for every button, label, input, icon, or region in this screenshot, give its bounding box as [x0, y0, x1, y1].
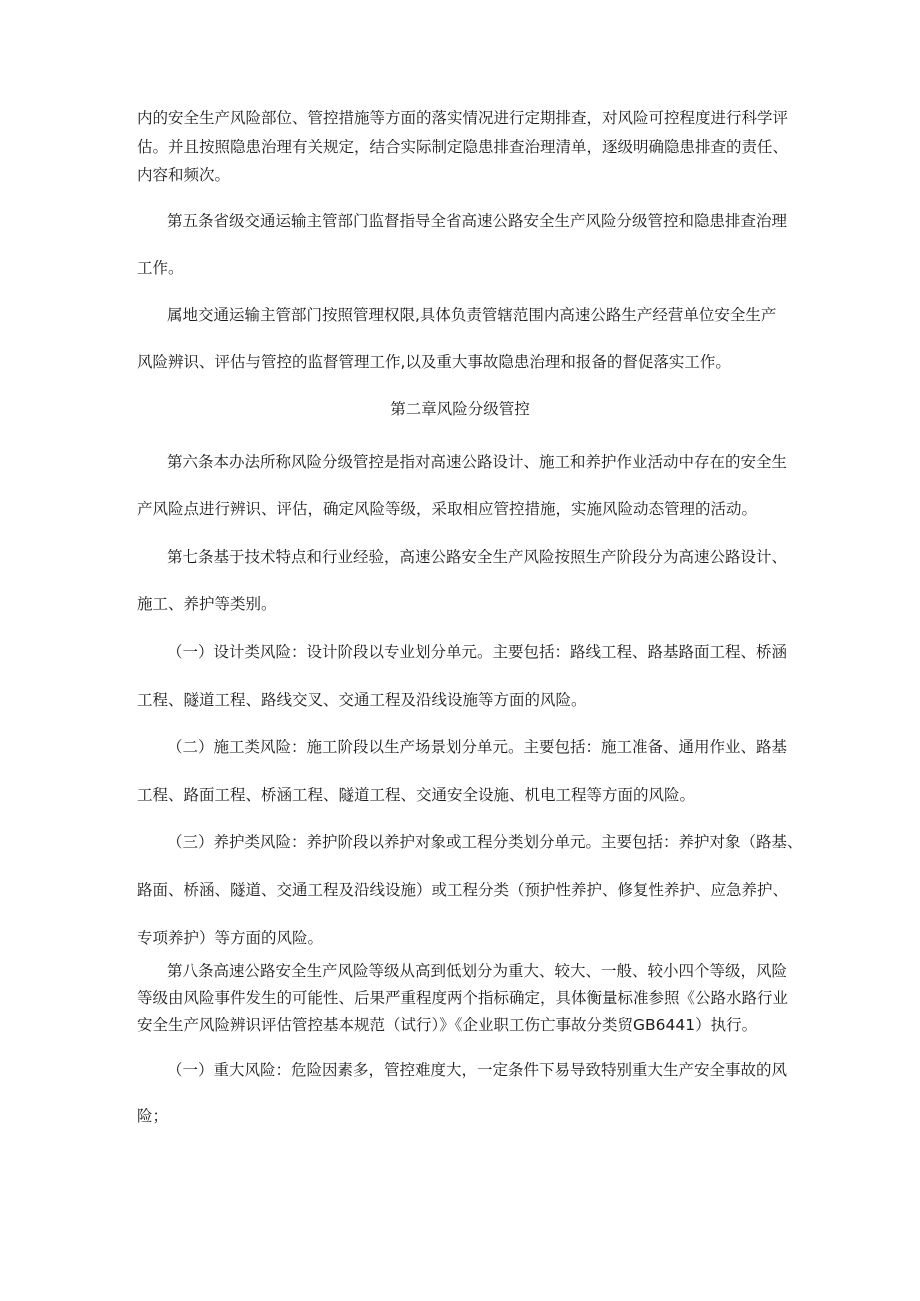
text-line-16: 工程、路面工程、桥涵工程、隧道工程、交通安全设施、机电工程等方面的风险。 [137, 786, 696, 804]
text-line-14: 工程、隧道工程、路线交叉、交通工程及沿线设施等方面的风险。 [137, 691, 587, 709]
text-line-4: 第五条省级交通运输主管部门监督指导全省高速公路安全生产风险分级管控和隐患排查治理 [167, 212, 788, 230]
text-line-13: （一）设计类风险：设计阶段以专业划分单元。主要包括：路线工程、路基路面工程、桥涵 [167, 643, 788, 661]
text-line-20: 第八条高速公路安全生产风险等级从高到低划分为重大、较大、一般、较小四个等级，风险 [167, 962, 788, 980]
text-line-19: 专项养护）等方面的风险。 [137, 929, 324, 947]
text-line-22: 安全生产风险辨识评估管控基本规范（试行）》《企业职工伤亡事故分类贸GB6441）执行。 [137, 1016, 758, 1034]
text-line-15: （二）施工类风险：施工阶段以生产场景划分单元。主要包括：施工准备、通用作业、路基 [167, 738, 788, 756]
text-line-11: 第七条基于技术特点和行业经验，高速公路安全生产风险按照生产阶段分为高速公路设计、 [167, 548, 788, 566]
text-line-6: 属地交通运输主管部门按照管理权限,具体负责管辖范围内高速公路生产经营单位安全生产 [167, 306, 777, 324]
text-line-5: 工作。 [137, 259, 184, 277]
text-line-9: 第六条本办法所称风险分级管控是指对高速公路设计、施工和养护作业活动中存在的安全生 [167, 453, 788, 471]
text-line-12: 施工、养护等类别。 [137, 595, 277, 613]
chapter-heading: 第二章风险分级管控 [390, 400, 530, 418]
text-line-1: 内的安全生产风险部位、管控措施等方面的落实情况进行定期排查，对风险可控程度进行科学评 [137, 109, 789, 127]
text-line-2: 估。并且按照隐患治理有关规定，结合实际制定隐患排查治理清单，逐级明确隐患排查的责任、 [137, 138, 789, 156]
text-line-23: （一）重大风险：危险因素多，管控难度大，一定条件下易导致特别重大生产安全事故的风 [167, 1061, 788, 1079]
text-line-17: （三）养护类风险：养护阶段以养护对象或工程分类划分单元。主要包括：养护对象（路基、 [167, 833, 803, 851]
text-line-18: 路面、桥涵、隧道、交通工程及沿线设施）或工程分类（预护性养护、修复性养护、应急养护、 [137, 881, 789, 899]
text-line-10: 产风险点进行辨识、评估，确定风险等级，采取相应管控措施，实施风险动态管理的活动。 [137, 500, 758, 518]
text-line-24: 险； [137, 1107, 169, 1125]
text-line-7: 风险辨识、评估与管控的监督管理工作,以及重大事故隐患治理和报备的督促落实工作。 [137, 353, 731, 371]
text-line-21: 等级由风险事件发生的可能性、后果严重程度两个指标确定，具体衡量标准参照《公路水路行业 [137, 989, 789, 1007]
text-line-3: 内容和频次。 [137, 166, 231, 184]
